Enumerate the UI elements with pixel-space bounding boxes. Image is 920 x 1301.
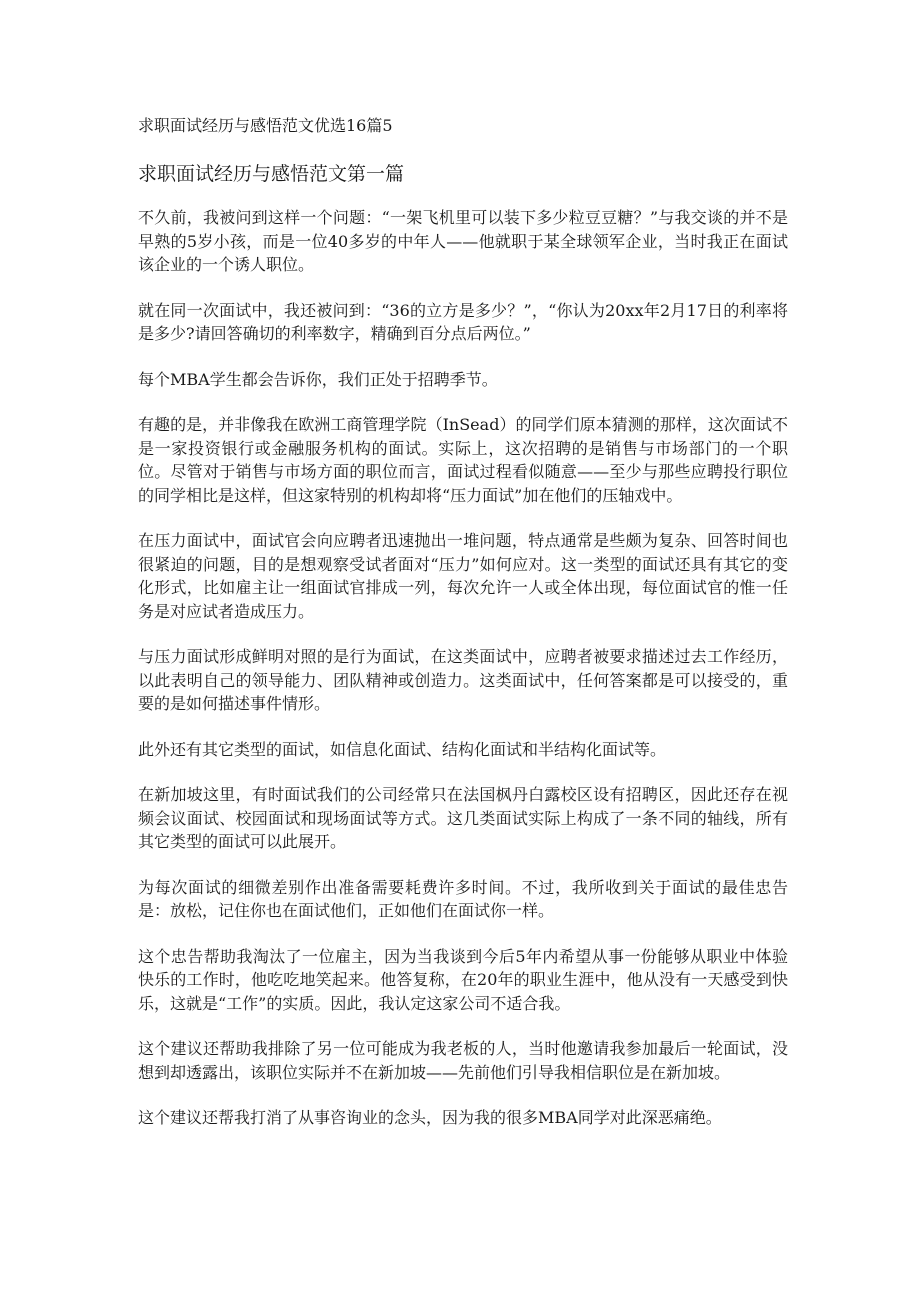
- paragraph: 每个MBA学生都会告诉你，我们正处于招聘季节。: [138, 369, 498, 389]
- paragraph: 为每次面试的细微差别作出准备需要耗费许多时间。不过，我所收到关于面试的最佳忠告是：放松，记住你也在面试他们，正如他们在面试你一样。: [138, 877, 788, 920]
- paragraph: 有趣的是，并非像我在欧洲工商管理学院（InSead）的同学们原本猜测的那样，这次面试不是一家投资银行或金融服务机构的面试。实际上，这次招聘的是销售与市场部门的一个职位。尽管对于销售与市场方面的职位而言，面试过程看似随意——至少与那些应聘投行职位的同学相比是这样，但这家特别的机构却将“压力面试”加在他们的压轴戏中。: [138, 415, 788, 505]
- paragraph: 在新加坡这里，有时面试我们的公司经常只在法国枫丹白露校区设有招聘区，因此还存在视频会议面试、校园面试和现场面试等方式。这几类面试实际上构成了一条不同的轴线，所有其它类型的面试可以此展开。: [138, 785, 788, 851]
- document-body: [138, 206, 788, 1152]
- document-title: 求职面试经历与感悟范文优选16篇5: [138, 116, 393, 135]
- section-heading: 求职面试经历与感悟范文第一篇: [138, 163, 405, 185]
- paragraph: 这个建议还帮我打消了从事咨询业的念头，因为我的很多MBA同学对此深恶痛绝。: [138, 1108, 722, 1127]
- paragraph: 与压力面试形成鲜明对照的是行为面试，在这类面试中，应聘者被要求描述过去工作经历，以此表明自己的领导能力、团队精神或创造力。这类面试中，任何答案都是可以接受的，重要的是如何描述事件情形。: [138, 647, 788, 713]
- paragraph: 这个忠告帮助我淘汰了一位雇主，因为当我谈到今后5年内希望从事一份能够从职业中体验快乐的工作时，他吃吃地笑起来。他答复称，在20年的职业生涯中，他从没有一天感受到快乐，这就是“工作”的实质。因此，我认定这家公司不适合我。: [138, 946, 788, 1013]
- paragraph: 不久前，我被问到这样一个问题：“一架飞机里可以装下多少粒豆豆糖？”与我交谈的并不是早熟的5岁小孩，而是一位40多岁的中年人——他就职于某全球领军企业，当时我正在面试该企业的一个诱人职位。: [138, 208, 788, 274]
- paragraph: 此外还有其它类型的面试，如信息化面试、结构化面试和半结构化面试等。: [138, 739, 667, 759]
- paragraph: 这个建议还帮助我排除了另一位可能成为我老板的人，当时他邀请我参加最后一轮面试，没想到却透露出，该职位实际并不在新加坡——先前他们引导我相信职位是在新加坡。: [138, 1039, 788, 1082]
- paragraph: 在压力面试中，面试官会向应聘者迅速抛出一堆问题，特点通常是些颇为复杂、回答时间也很紧迫的问题，目的是想观察受试者面对“压力”如何应对。这一类型的面试还具有其它的变化形式，比如雇主让一组面试官排成一列，每次允许一人或全体出现，每位面试官的惟一任务是对应试者造成压力。: [138, 531, 788, 621]
- paragraph: 就在同一次面试中，我还被问到：“36的立方是多少？”，“你认为20xx年2月17日的利率将是多少?请回答确切的利率数字，精确到百分点后两位。”: [138, 300, 788, 343]
